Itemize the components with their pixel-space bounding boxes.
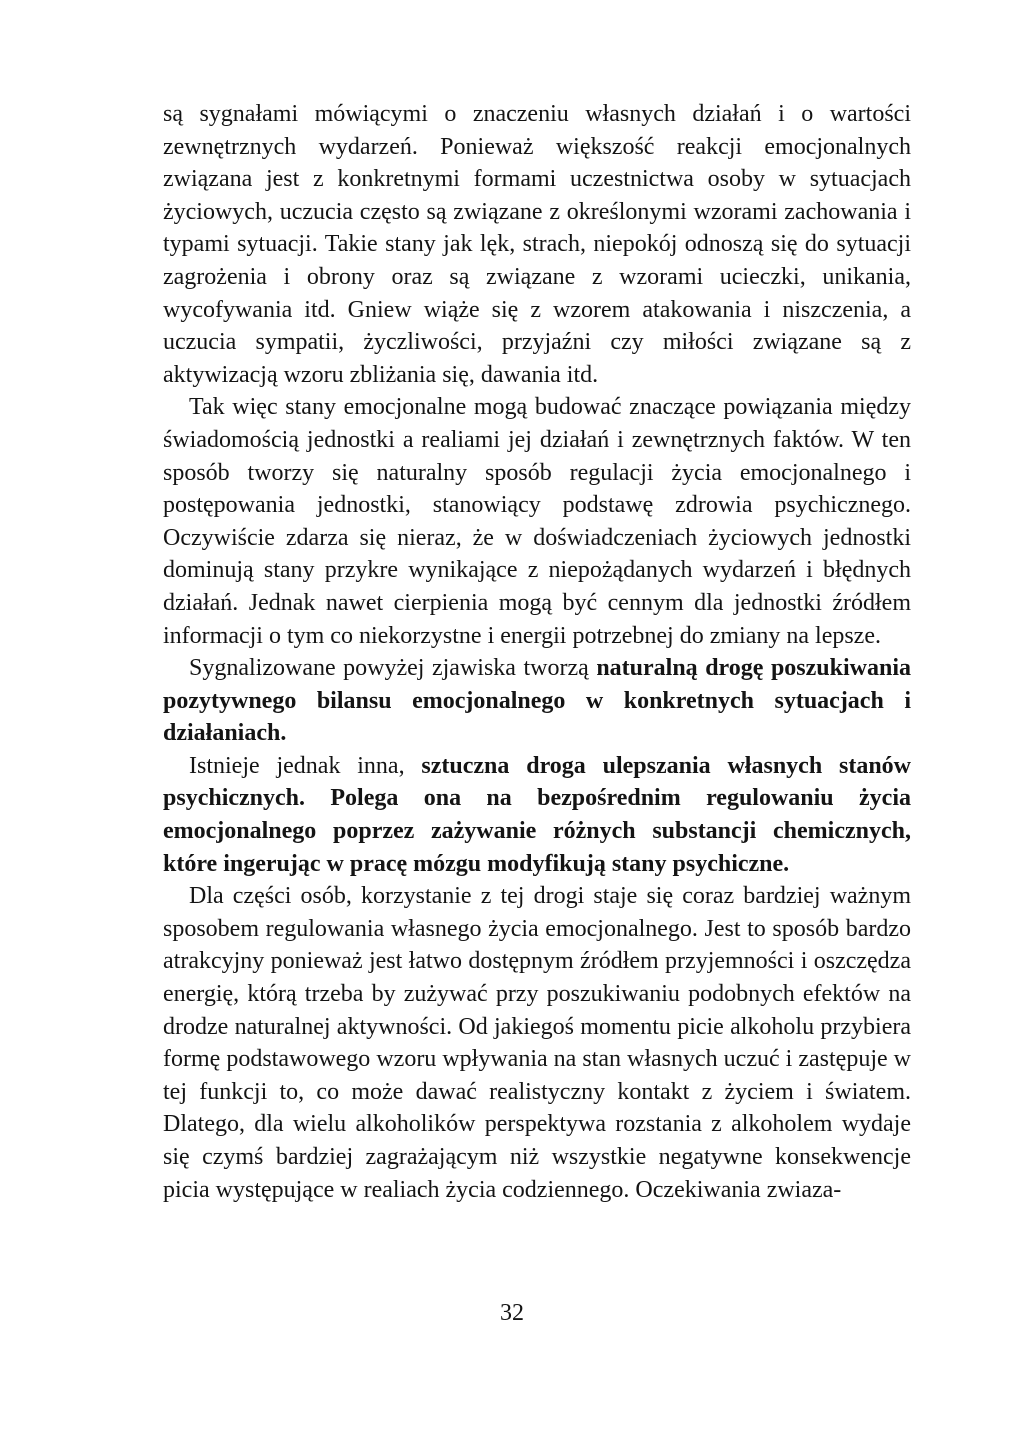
paragraph-1-text: są sygnałami mówiącymi o znaczeniu własnych działań i o wartości zewnętrznych wydarzeń. Ponieważ większość reakcji emocjonalnych związana jest z konkretnymi formami uczestnictwa osoby w sytuacjach życiowych, uczucia często są związane z określonymi wzorami zachowania i typami sytuacji. Takie stany jak lęk, strach, niepokój odnoszą się do sytuacji zagrożenia i obrony oraz są związane z wzorami ucieczki, unikania, wycofywania itd. Gniew wiąże się z wzorem atakowania i niszczenia, a uczucia sympatii, życzliwości, przyjaźni czy miłości związane są z aktywizacją wzoru zbliżania się, dawania itd.: [163, 101, 911, 388]
page-number: 32: [500, 1300, 524, 1326]
paragraph-3-bold-text: naturalną drogę poszukiwania pozytywnego bilansu emocjonalnego w konkretnych sytuacjach i działaniach.: [163, 655, 911, 747]
paragraph-2: [163, 391, 911, 652]
paragraph-1: [163, 98, 911, 391]
paragraph-4-text: Istnieje jednak inna,: [189, 752, 422, 779]
paragraph-3: [163, 652, 911, 750]
paragraph-4: [163, 750, 911, 880]
paragraph-4-bold-text: sztuczna droga ulepszania własnych stanów psychicznych. Polega ona na bezpośrednim regulowaniu życia emocjonalnego poprzez zażywanie różnych substancji chemicznych, które ingerując w pracę mózgu modyfikują stany psychiczne.: [163, 752, 911, 877]
paragraph-5: [163, 880, 911, 1206]
paragraph-2-text: Tak więc stany emocjonalne mogą budować znaczące powiązania między świadomością jednostki a realiami jej działań i zewnętrznych faktów. W ten sposób tworzy się naturalny sposób regulacji życia emocjonalnego i postępowania jednostki, stanowiący podstawę zdrowia psychicznego. Oczywiście zdarza się nieraz, że w doświadczeniach życiowych jednostki dominują stany przykre wynikające z niepożądanych wydarzeń i błędnych działań. Jednak nawet cierpienia mogą być cennym dla jednostki źródłem informacji o tym co niekorzystne i energii potrzebnej do zmiany na lepsze.: [163, 394, 911, 649]
paragraph-3-text: Sygnalizowane powyżej zjawiska tworzą: [189, 655, 597, 682]
paragraph-5-text: Dla części osób, korzystanie z tej drogi staje się coraz bardziej ważnym sposobem regulowania własnego życia emocjonalnego. Jest to sposób bardzo atrakcyjny ponieważ jest łatwo dostępnym źródłem przyjemności i oszczędza energię, którą trzeba by zużywać przy poszukiwaniu podobnych efektów na drodze naturalnej aktywności. Od jakiegoś momentu picie alkoholu przybiera formę podstawowego wzoru wpływania na stan własnych uczuć i zastępuje w tej funkcji to, co może dawać realistyczny kontakt z życiem i światem. Dlatego, dla wielu alkoholików perspektywa rozstania z alkoholem wydaje się czymś bardziej zagrażającym niż wszystkie negatywne konsekwencje picia występujące w realiach życia codziennego. Oczekiwania zwiaza-: [163, 883, 911, 1203]
page-text: [163, 98, 911, 1206]
